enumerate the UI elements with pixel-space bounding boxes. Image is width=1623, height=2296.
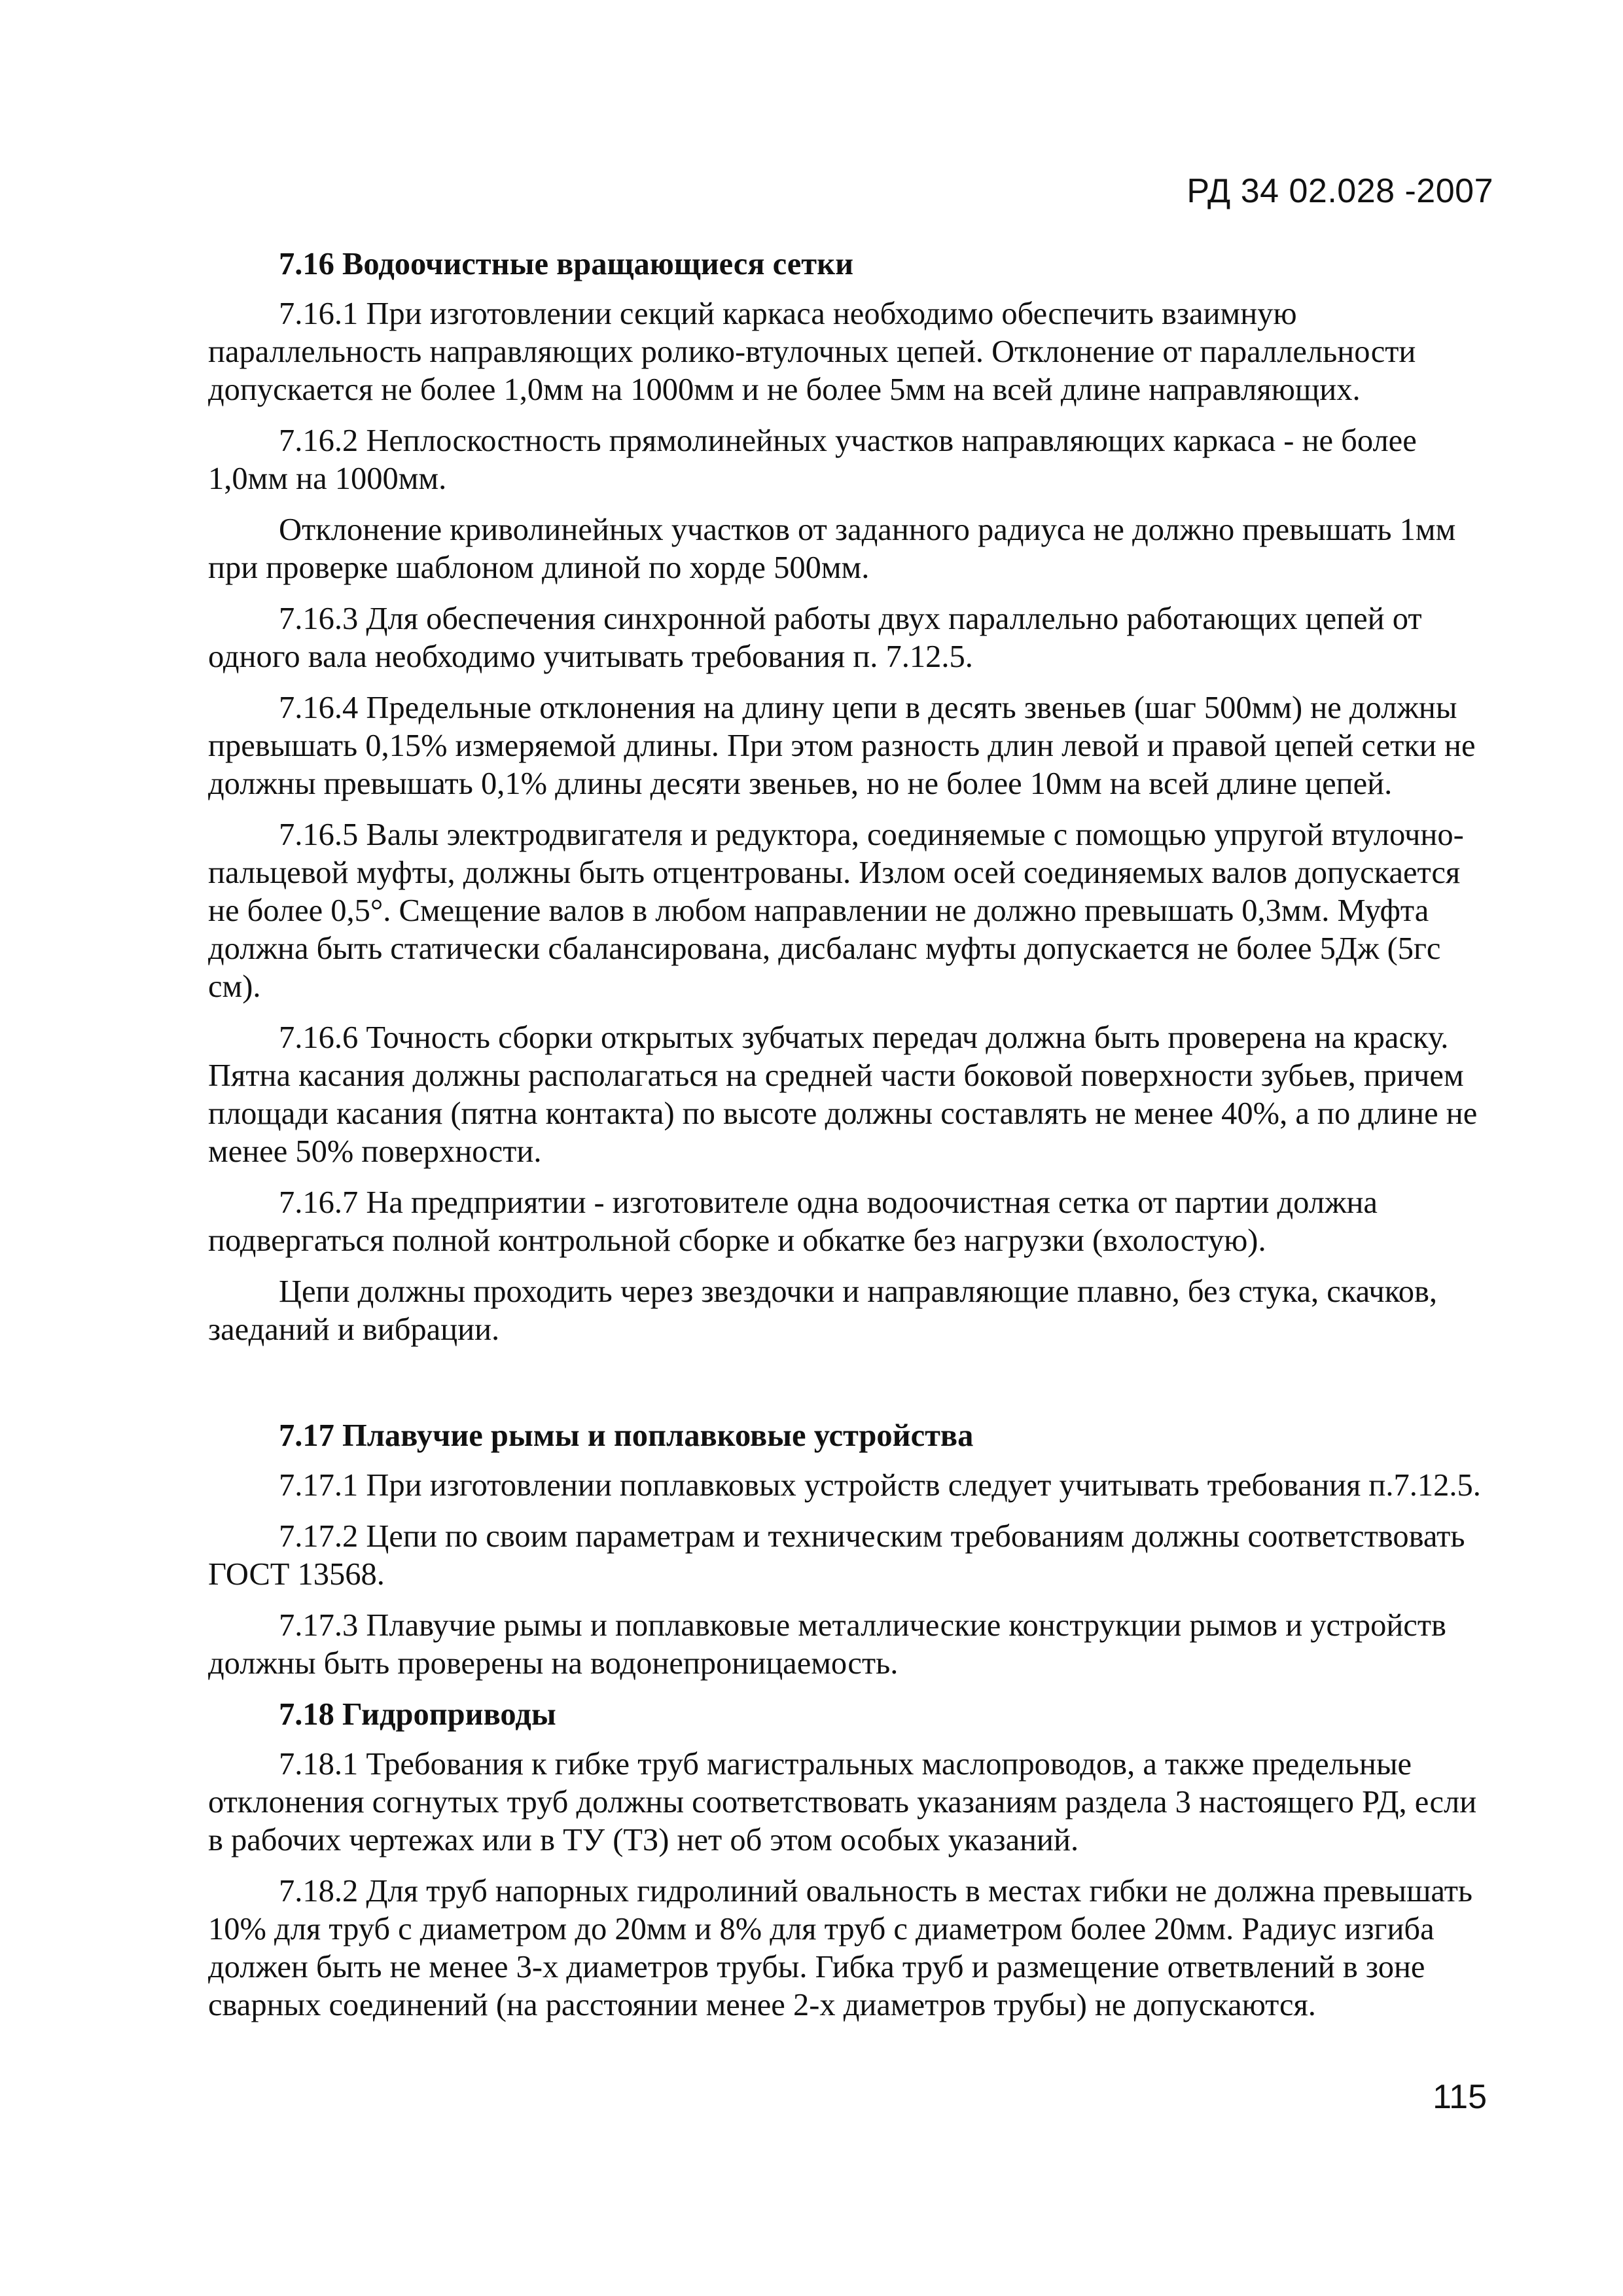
paragraph: 7.16.5 Валы электродвигателя и редуктора, соединяемые с помощью упругой втулочно-пальцевой муфты, должны быть отцентрованы. Излом осей соединяемых валов допускается не более 0,5°. Смещение валов в любом направлении не должно превышать 0,3мм. Муфта должна быть статически сбалансирована, дисбаланс муфты допускается не более 5Дж (5гс см). (208, 817, 1464, 1004)
section-heading: 7.18 Гидроприводы (279, 1697, 556, 1732)
paragraph: 7.18.2 Для труб напорных гидролиний овальность в местах гибки не должна превышать 10% для труб с диаметром до 20мм и 8% для труб с диаметром более 20мм. Радиус изгиба должен быть не менее 3-х диаметров трубы. Гибка труб и размещение ответвлений в зоне сварных соединений (на расстоянии менее 2-х диаметров трубы) не допускаются. (208, 1874, 1473, 2022)
paragraph: 7.16.3 Для обеспечения синхронной работы двух параллельно работающих цепей от одного вала необходимо учитывать требования п. 7.12.5. (208, 601, 1422, 674)
section-heading: 7.17 Плавучие рымы и поплавковые устройства (279, 1418, 974, 1453)
paragraph: Отклонение криволинейных участков от заданного радиуса не должно превышать 1мм при проверке шаблоном длиной по хорде 500мм. (208, 512, 1456, 585)
paragraph: 7.16.7 На предприятии - изготовителе одна водоочистная сетка от партии должна подвергаться полной контрольной сборке и обкатке без нагрузки (вхолостую). (208, 1185, 1378, 1258)
paragraph: 7.17.1 При изготовлении поплавковых устройств следует учитывать требования п.7.12.5. (279, 1468, 1481, 1503)
document-code: РД 34 02.028 -2007 (1186, 172, 1493, 210)
section-7-18 (208, 1696, 1488, 2024)
section-heading: 7.16 Водоочистные вращающиеся сетки (279, 247, 854, 281)
paragraph: 7.16.6 Точность сборки открытых зубчатых передач должна быть проверена на краску. Пятна касания должны располагаться на средней части боковой поверхности зубьев, причем площади касания (пятна контакта) по высоте должны составлять не менее 40%, а по длине не менее 50% поверхности. (208, 1020, 1478, 1169)
paragraph: Цепи должны проходить через звездочки и направляющие плавно, без стука, скачков, заеданий и вибрации. (208, 1274, 1438, 1347)
section-7-17 (208, 1417, 1488, 1683)
section-7-16 (208, 245, 1488, 1349)
paragraph: 7.18.1 Требования к гибке труб магистральных маслопроводов, а также предельные отклонения согнутых труб должны соответствовать указаниям раздела 3 настоящего РД, если в рабочих чертежах или в ТУ (ТЗ) нет об этом особых указаний. (208, 1747, 1477, 1857)
paragraph: 7.17.3 Плавучие рымы и поплавковые металлические конструкции рымов и устройств должны быть проверены на водонепроницаемость. (208, 1608, 1446, 1681)
page-number: 115 (1433, 2078, 1487, 2116)
section-spacer (208, 1362, 1488, 1417)
paragraph: 7.17.2 Цепи по своим параметрам и техническим требованиям должны соответствовать ГОСТ 13568. (208, 1519, 1465, 1592)
paragraph: 7.16.4 Предельные отклонения на длину цепи в десять звеньев (шаг 500мм) не должны превышать 0,15% измеряемой длины. При этом разность длин левой и правой цепей сетки не должны превышать 0,1% длины десяти звеньев, но не более 10мм на всей длине цепей. (208, 691, 1476, 801)
paragraph: 7.16.1 При изготовлении секций каркаса необходимо обеспечить взаимную параллельность направляющих ролико-втулочных цепей. Отклонение от параллельности допускается не более 1,0мм на 1000мм и не более 5мм на всей длине направляющих. (208, 296, 1416, 407)
document-body (208, 245, 1488, 2037)
paragraph: 7.16.2 Неплоскостность прямолинейных участков направляющих каркаса - не более 1,0мм на 1000мм. (208, 423, 1417, 496)
